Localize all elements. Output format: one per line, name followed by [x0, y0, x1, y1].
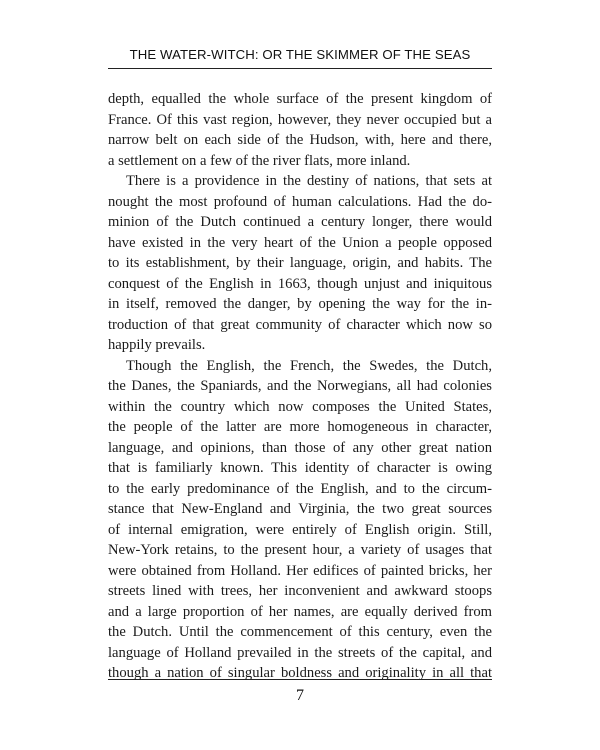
text-line: have existed in the very heart of the Union a people opposed [108, 234, 492, 251]
text-line: language, and opinions, than those of any other great nation [108, 439, 492, 456]
text-line: happily prevails. [108, 337, 206, 353]
text-line: depth, equalled the whole surface of the present kingdom of [108, 91, 492, 107]
text-line: though a nation of singular boldness and originality in all that [108, 665, 492, 681]
text-line: to the early predominance of the English, and to the circum- [108, 480, 492, 497]
text-line: Though the English, the French, the Swedes, the Dutch, [126, 357, 492, 374]
text-line: a settlement on a few of the river flats, more inland. [108, 152, 411, 169]
text-line: streets lined with trees, her inconvenient and awkward stoops [108, 583, 492, 599]
text-line: France. Of this vast region, however, they never occupied but a [108, 111, 492, 128]
text-line: of internal emigration, were entirely of English origin. Still, [108, 521, 492, 538]
text-line: There is a providence in the destiny of nations, that sets at [126, 173, 492, 189]
text-line: troduction of that great community of character which now so [108, 316, 492, 333]
text-line: minion of the Dutch continued a century longer, there would [108, 214, 492, 230]
text-line: in itself, removed the danger, by opening the way for the in- [108, 296, 492, 312]
text-line: language of Holland prevailed in the streets of the capital, and [108, 644, 492, 661]
text-line: were obtained from Holland. Her edifices of painted bricks, her [108, 562, 492, 579]
text-line: the people of the latter are more homogeneous in character, [108, 419, 492, 435]
text-line: nought the most profound of human calculations. Had the do- [108, 193, 492, 210]
text-line: to its establishment, by their language, origin, and habits. The [108, 255, 492, 271]
text-line: and a large proportion of her names, are equally derived from [108, 603, 492, 620]
text-line: conquest of the English in 1663, though unjust and iniquitous [108, 275, 492, 292]
running-head: THE WATER-WITCH: OR THE SKIMMER OF THE SEAS [129, 47, 471, 62]
text-line: the Dutch. Until the commencement of this century, even the [108, 624, 492, 640]
text-line: that is familiarly known. This identity of character is owing [108, 460, 492, 476]
text-line: New-York retains, to the present hour, a variety of usages that [108, 542, 492, 558]
text-line: within the country which now composes the United States, [108, 398, 492, 415]
text-line: narrow belt on each side of the Hudson, with, here and there, [108, 132, 492, 148]
text-line: stance that New-England and Virginia, the two great sources [108, 501, 492, 517]
page-number: 7 [296, 687, 304, 704]
header-rule [108, 68, 492, 69]
footer-rule [108, 679, 492, 680]
text-line: the Danes, the Spaniards, and the Norwegians, all had colonies [108, 378, 492, 394]
body-text [108, 89, 492, 684]
